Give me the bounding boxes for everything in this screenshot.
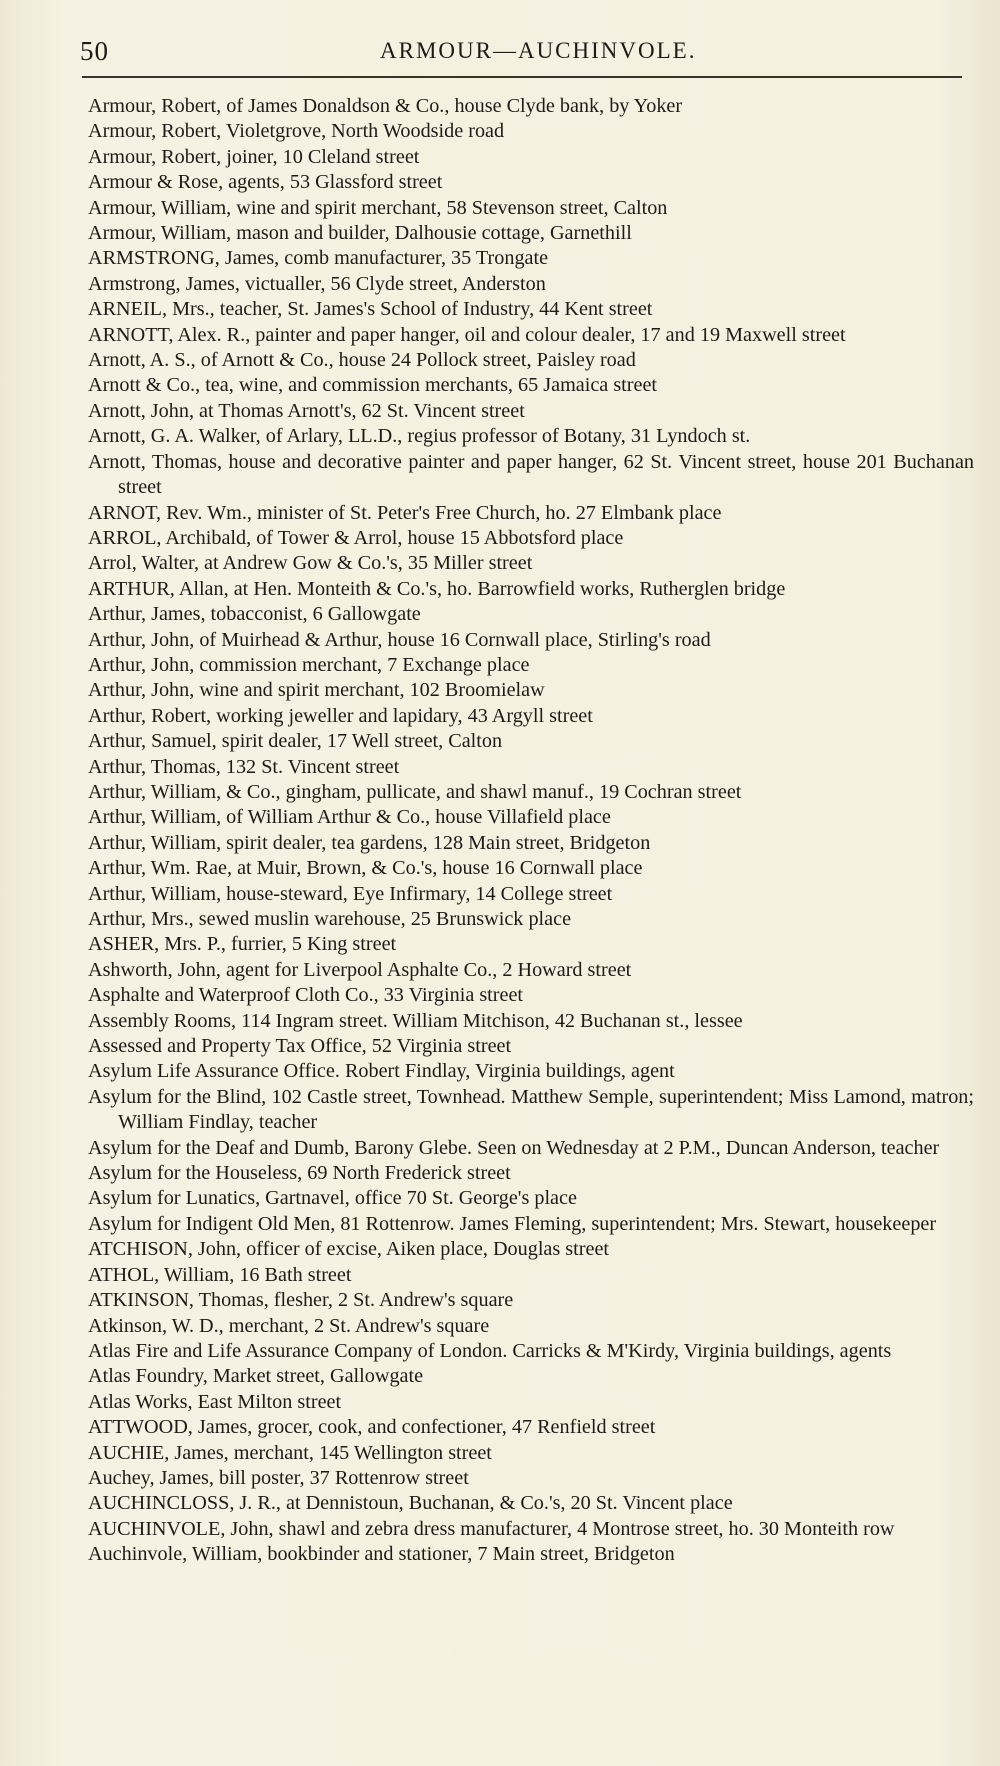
directory-entry: Ashworth, John, agent for Liverpool Asphalte Co., 2 Howard street [88,958,632,981]
directory-entry: Arthur, Wm. Rae, at Muir, Brown, & Co.'s, house 16 Cornwall place [88,857,643,880]
directory-entry: Arnott, A. S., of Arnott & Co., house 24 Pollock street, Paisley road [88,349,636,372]
directory-entry: Armour, William, mason and builder, Dalhousie cottage, Garnethill [88,222,632,245]
directory-entry: Armour, Robert, joiner, 10 Cleland street [88,145,420,168]
directory-entry: Arthur, John, commission merchant, 7 Exchange place [88,653,530,676]
directory-entry: Arthur, William, house-steward, Eye Infirmary, 14 College street [88,882,613,905]
directory-entry: Asphalte and Waterproof Cloth Co., 33 Virginia street [88,984,524,1007]
directory-entry: AUCHIE, James, merchant, 145 Wellington street [88,1441,492,1464]
directory-entry: Asylum for Lunatics, Gartnavel, office 70 St. George's place [88,1187,577,1210]
directory-entry: Arthur, William, of William Arthur & Co., house Villafield place [88,806,611,829]
directory-entry: ATTWOOD, James, grocer, cook, and confectioner, 47 Renfield street [88,1416,656,1439]
directory-entry: Arthur, John, wine and spirit merchant, 102 Broomielaw [88,679,545,702]
directory-entry: ATKINSON, Thomas, flesher, 2 St. Andrew's square [88,1289,514,1312]
directory-entry: Asylum Life Assurance Office. Robert Findlay, Virginia buildings, agent [88,1060,675,1083]
directory-entry: Assessed and Property Tax Office, 52 Virginia street [88,1035,512,1058]
directory-entry: Asylum for the Houseless, 69 North Frederick street [88,1162,511,1185]
directory-entry: Atkinson, W. D., merchant, 2 St. Andrew's square [88,1314,490,1337]
directory-entry: Asylum for Indigent Old Men, 81 Rottenrow. James Fleming, superintendent; Mrs. Stewart, housekeeper [88,1212,937,1235]
directory-entry: Arrol, Walter, at Andrew Gow & Co.'s, 35 Miller street [88,552,533,575]
directory-entry: Arthur, John, of Muirhead & Arthur, house 16 Cornwall place, Stirling's road [88,628,711,651]
directory-entry: AUCHINCLOSS, J. R., at Dennistoun, Buchanan, & Co.'s, 20 St. Vincent place [88,1492,733,1515]
directory-entry: Armour, William, wine and spirit merchant, 58 Stevenson street, Calton [88,196,668,219]
directory-entry: Arnott, G. A. Walker, of Arlary, LL.D., regius professor of Botany, 31 Lyndoch st. [88,425,751,448]
directory-entry: Armstrong, James, victualler, 56 Clyde street, Anderston [88,272,546,295]
directory-entry: Arnott, John, at Thomas Arnott's, 62 St. Vincent street [88,399,525,422]
directory-entry: Arthur, William, spirit dealer, tea gardens, 128 Main street, Bridgeton [88,831,651,854]
directory-entry: Atlas Foundry, Market street, Gallowgate [88,1365,424,1388]
running-head: ARMOUR—AUCHINVOLE. [380,38,697,63]
directory-entry: Armour, Robert, of James Donaldson & Co., house Clyde bank, by Yoker [88,95,683,117]
directory-entry: ARNOT, Rev. Wm., minister of St. Peter's Free Church, ho. 27 Elmbank place [88,501,722,524]
directory-entry: ATCHISON, John, officer of excise, Aiken place, Douglas street [88,1238,610,1261]
directory-entry: Arnott & Co., tea, wine, and commission merchants, 65 Jamaica street [88,374,658,397]
directory-entry: Arthur, Mrs., sewed muslin warehouse, 25 Brunswick place [88,908,572,930]
directory-entry: Arnott, Thomas, house and decorative painter and paper hanger, 62 St. Vincent street, house 201 Buchanan street [88,450,974,499]
directory-entry: Arthur, Robert, working jeweller and lapidary, 43 Argyll street [88,704,593,727]
directory-entry: AUCHINVOLE, John, shawl and zebra dress manufacturer, 4 Montrose street, ho. 30 Monteith row [88,1517,895,1540]
directory-entries [88,94,974,1568]
page-number: 50 [80,36,109,66]
directory-entry: ARTHUR, Allan, at Hen. Monteith & Co.'s, ho. Barrowfield works, Rutherglen bridge [88,577,786,600]
directory-entry: Atlas Fire and Life Assurance Company of London. Carricks & M'Kirdy, Virginia buildings, agents [88,1339,892,1362]
directory-entry: Armour & Rose, agents, 53 Glassford street [88,171,443,194]
directory-entry: Arthur, Thomas, 132 St. Vincent street [88,755,400,778]
directory-entry: ARROL, Archibald, of Tower & Arrol, house 15 Abbotsford place [88,526,624,549]
directory-entry: Asylum for the Blind, 102 Castle street, Townhead. Matthew Semple, superintendent; Miss Lamond, matron; William Findlay, teacher [88,1085,974,1134]
directory-entry: ASHER, Mrs. P., furrier, 5 King street [88,933,397,956]
directory-entry: Arthur, William, & Co., gingham, pullicate, and shawl manuf., 19 Cochran street [88,780,742,803]
page-header [80,36,960,66]
directory-entry: Arthur, James, tobacconist, 6 Gallowgate [88,603,421,626]
directory-entry: Assembly Rooms, 114 Ingram street. William Mitchison, 42 Buchanan st., lessee [88,1009,743,1032]
directory-entry: ARNOTT, Alex. R., painter and paper hanger, oil and colour dealer, 17 and 19 Maxwell street [88,323,846,346]
header-rule [82,76,962,78]
directory-entry: Auchey, James, bill poster, 37 Rottenrow street [88,1466,469,1489]
directory-entry: Asylum for the Deaf and Dumb, Barony Glebe. Seen on Wednesday at 2 P.M., Duncan Anderson, teacher [88,1136,940,1159]
directory-entry: ATHOL, William, 16 Bath street [88,1263,352,1286]
directory-entry: Atlas Works, East Milton street [88,1390,342,1413]
directory-entry: Armour, Robert, Violetgrove, North Woodside road [88,120,505,143]
directory-entry: Auchinvole, William, bookbinder and stationer, 7 Main street, Bridgeton [88,1543,675,1566]
directory-entry: ARMSTRONG, James, comb manufacturer, 35 Trongate [88,247,549,270]
directory-entry: Arthur, Samuel, spirit dealer, 17 Well street, Calton [88,730,503,753]
directory-entry: ARNEIL, Mrs., teacher, St. James's School of Industry, 44 Kent street [88,298,653,321]
